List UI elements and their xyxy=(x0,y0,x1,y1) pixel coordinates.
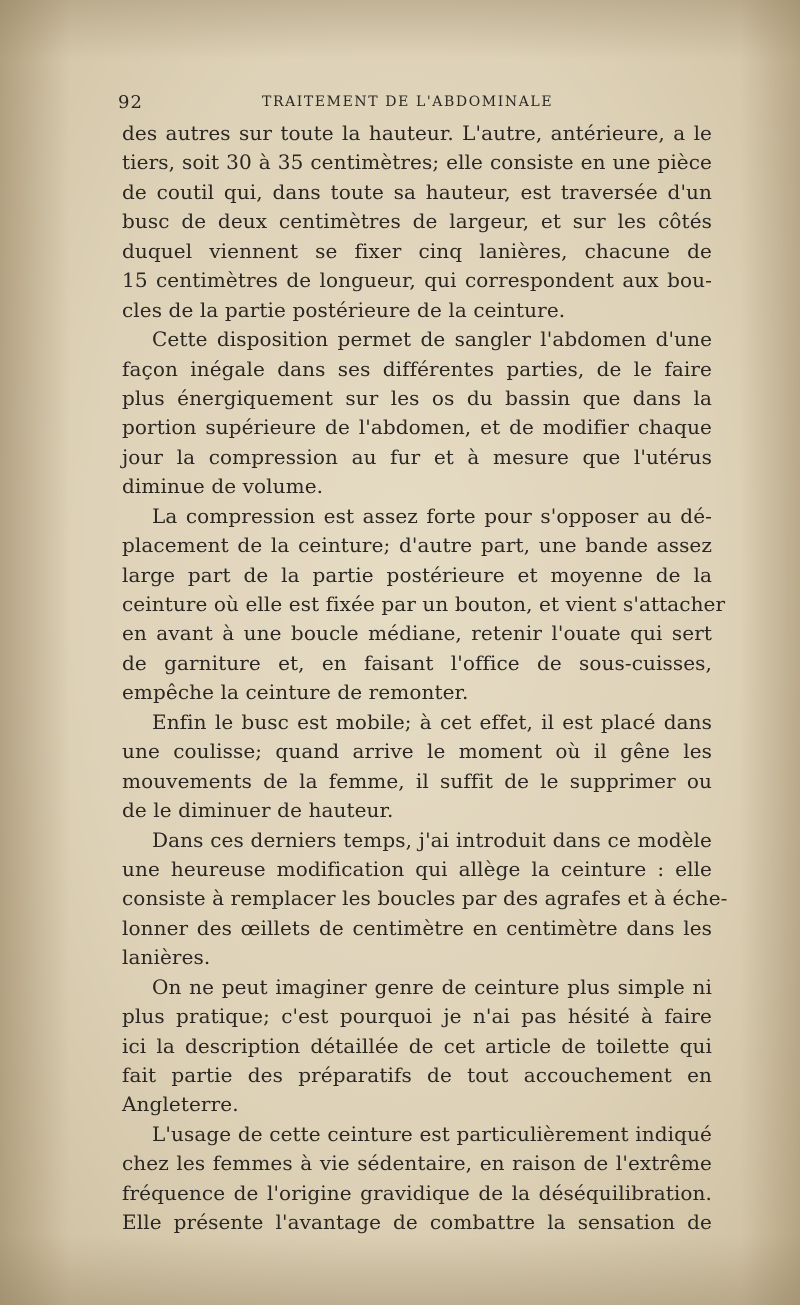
text-line: mouvements de la femme, il suffit de le supprimer ou xyxy=(122,768,712,793)
paragraph-start-line: Enfin le busc est mobile; à cet effet, il est placé dans xyxy=(152,709,712,734)
text-line: large part de la partie postérieure et moyenne de la xyxy=(122,562,712,587)
text-line: de le diminuer de hauteur. xyxy=(122,798,394,823)
paragraph-start-line: Cette disposition permet de sangler l'abdomen d'une xyxy=(152,327,712,352)
paragraph-start-line: Dans ces derniers temps, j'ai introduit dans ce modèle xyxy=(152,827,712,852)
text-line: placement de la ceinture; d'autre part, une bande assez xyxy=(122,533,712,558)
paragraph-start-line: On ne peut imaginer genre de ceinture plus simple ni xyxy=(152,974,712,999)
text-line: plus énergiquement sur les os du bassin que dans la xyxy=(122,385,712,410)
text-line: ceinture où elle est fixée par un bouton, et vient s'attacher xyxy=(122,592,726,616)
text-line: busc de deux centimètres de largeur, et sur les côtés xyxy=(122,209,712,234)
text-line: Elle présente l'avantage de combattre la sensation de xyxy=(122,1210,712,1235)
page-shadow-right xyxy=(740,0,800,1305)
page-shadow-bottom xyxy=(0,1235,800,1305)
text-line: lanières. xyxy=(122,945,211,970)
text-line: façon inégale dans ses différentes parties, de le faire xyxy=(122,356,712,381)
paragraph-start-line: L'usage de cette ceinture est particulièrement indiqué xyxy=(152,1121,712,1146)
text-line: en avant à une boucle médiane, retenir l'ouate qui sert xyxy=(122,621,712,646)
text-line: cles de la partie postérieure de la ceinture. xyxy=(122,297,566,322)
text-line: une heureuse modification qui allège la ceinture : elle xyxy=(122,856,712,881)
text-line: de coutil qui, dans toute sa hauteur, est traversée d'un xyxy=(122,179,712,204)
text-line: tiers, soit 30 à 35 centimètres; elle consiste en une pièce xyxy=(122,150,712,175)
body-text xyxy=(122,119,728,1238)
running-head: TRAITEMENT DE L'ABDOMINALE xyxy=(262,94,554,110)
text-line: fait partie des préparatifs de tout accouchement en xyxy=(122,1063,712,1087)
text-line: consiste à remplacer les boucles par des agrafes et à éche- xyxy=(122,886,728,911)
text-line: une coulisse; quand arrive le moment où il gêne les xyxy=(122,739,712,764)
page-shadow-top xyxy=(0,0,800,60)
text-line: 15 centimètres de longueur, qui correspondent aux bou- xyxy=(122,268,712,293)
paragraph-start-line: La compression est assez forte pour s'opposer au dé- xyxy=(152,503,712,528)
text-line: des autres sur toute la hauteur. L'autre, antérieure, a le xyxy=(122,121,712,145)
text-line: diminue de volume. xyxy=(122,474,324,499)
text-line: Angleterre. xyxy=(122,1092,239,1117)
text-line: ici la description détaillée de cet article de toilette qui xyxy=(122,1033,712,1058)
text-line: chez les femmes à vie sédentaire, en raison de l'extrême xyxy=(122,1151,712,1176)
text-line: jour la compression au fur et à mesure que l'utérus xyxy=(122,444,712,469)
page-shadow-left xyxy=(0,0,70,1305)
text-line: lonner des œillets de centimètre en centimètre dans les xyxy=(122,915,712,940)
page-header xyxy=(118,92,710,116)
page-number: 92 xyxy=(118,92,143,113)
text-line: de garniture et, en faisant l'office de sous-cuisses, xyxy=(122,650,712,675)
text-line: portion supérieure de l'abdomen, et de modifier chaque xyxy=(122,415,712,440)
text-line: duquel viennent se fixer cinq lanières, chacune de xyxy=(122,238,712,263)
text-line: empêche la ceinture de remonter. xyxy=(122,680,469,705)
text-line: plus pratique; c'est pourquoi je n'ai pas hésité à faire xyxy=(122,1004,712,1029)
text-line: fréquence de l'origine gravidique de la déséquilibration. xyxy=(122,1180,712,1205)
